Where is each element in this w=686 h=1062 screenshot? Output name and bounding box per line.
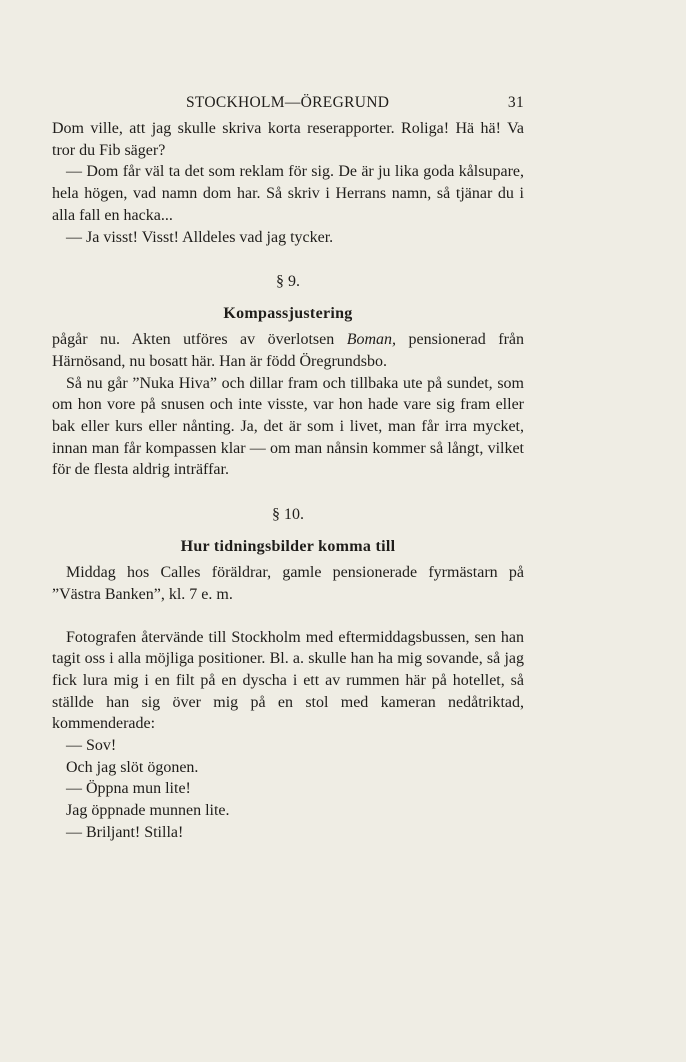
dialogue-line: Och jag slöt ögonen. <box>66 758 199 776</box>
running-title: STOCKHOLM—ÖREGRUND <box>186 94 390 111</box>
book-page <box>52 92 524 844</box>
dialogue-line: Jag öppnade munnen lite. <box>66 802 230 820</box>
dialogue-line: — Öppna mun lite! <box>66 780 191 798</box>
emphasized-name: Boman, <box>346 331 397 349</box>
running-header <box>52 92 524 118</box>
dialogue-line: — Sov! <box>66 737 117 755</box>
paragraph: Fotografen återvände till Stockholm med eftermiddagsbussen, sen han tagit oss i alla möjliga positioner. Bl. a. skulle han ha mig sovande, så jag fick lura mig i en filt på en dyscha i ett av rummen här på hotellet, så ställde han sig över mig på en stol med kameran nedåtriktad, kommenderade: <box>52 628 524 733</box>
paragraph: Så nu går ”Nuka Hiva” och dillar fram och tillbaka ute på sundet, som om hon vore på snusen och inte visste, var hon hade vare sig fram eller bak eller kurs eller nånting. Ja, det är som i livet, man får irra mycket, innan man får kompassen klar — om man nånsin kommer så långt, vilket för de flesta aldrig inträffar. <box>52 374 524 479</box>
section-number: § 10. <box>272 506 304 524</box>
section-title: Hur tidningsbilder komma till <box>180 538 396 556</box>
section-number: § 9. <box>276 273 300 291</box>
section-title: Kompassjustering <box>223 305 353 323</box>
paragraph: Middag hos Calles föräldrar, gamle pensionerade fyrmästarn på ”Västra Banken”, kl. 7 e. m. <box>52 564 524 603</box>
page-number: 31 <box>507 94 524 111</box>
dialogue-paragraph: — Ja visst! Visst! Alldeles vad jag tycker. <box>66 228 334 246</box>
dialogue-paragraph: — Dom får väl ta det som reklam för sig. De är ju lika goda kålsupare, hela högen, vad namn dom har. Så skriv i Herrans namn, så tjänar du i alla fall en hacka... <box>52 163 524 224</box>
paragraph <box>52 329 524 372</box>
paragraph: Dom ville, att jag skulle skriva korta reserapporter. Roliga! Hä hä! Va tror du Fib säger? <box>52 120 524 159</box>
text-run: pensionerad från Härnösand, nu bosatt här. Han är född Öregrundsbo. <box>52 331 524 370</box>
text-run: pågår nu. Akten utföres av överlotsen <box>52 331 347 349</box>
dialogue-line: — Briljant! Stilla! <box>66 823 184 841</box>
